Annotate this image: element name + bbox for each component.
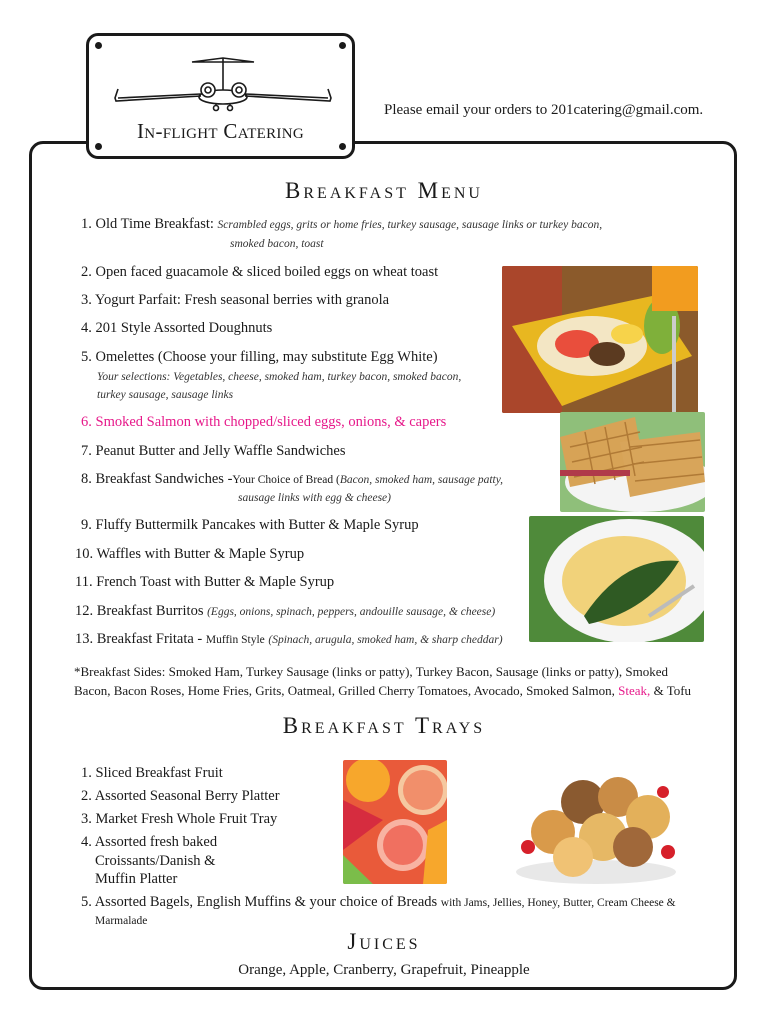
item-name: Omelettes (Choose your filling, may substitute Egg White) xyxy=(95,349,438,365)
corner-dot xyxy=(95,42,102,49)
item-number: 5. xyxy=(81,894,92,910)
item-name: Waffles with Butter & Maple Syrup xyxy=(96,546,305,562)
item-number: 11. xyxy=(75,574,93,590)
menu-item xyxy=(75,546,304,563)
sides-label: *Breakfast Sides: xyxy=(74,664,166,679)
email-line: Please email your orders to 201catering@gmail.com. xyxy=(384,102,704,118)
tray-item xyxy=(81,765,223,782)
sliced-fruit-photo xyxy=(343,760,447,884)
menu-item xyxy=(81,320,272,337)
menu-item-highlight xyxy=(81,414,446,431)
item-number: 12. xyxy=(75,603,94,619)
item-name: 201 Style Assorted Doughnuts xyxy=(95,320,273,336)
menu-item xyxy=(81,517,419,534)
item-name: Peanut Butter and Jelly Waffle Sandwiches xyxy=(95,443,346,459)
menu-item xyxy=(75,631,503,648)
omelette-photo xyxy=(529,516,704,642)
item-number: 2. xyxy=(81,264,92,280)
item-note: Your selections: Vegetables, cheese, smoked ham, turkey bacon, smoked bacon, xyxy=(97,371,462,383)
sides-highlight: Steak, xyxy=(618,683,651,698)
item-number: 3. xyxy=(81,811,92,827)
item-name: Assorted Seasonal Berry Platter xyxy=(94,788,280,804)
menu-item xyxy=(81,471,503,488)
tray-item-line2: Croissants/Danish & xyxy=(95,853,216,869)
item-note: Bacon, smoked ham, sausage patty, xyxy=(339,474,504,486)
item-name: Smoked Salmon with chopped/sliced eggs, onions, & capers xyxy=(95,414,447,430)
item-small: Your Choice of Bread ( xyxy=(232,474,340,486)
menu-item xyxy=(81,443,345,460)
item-number: 3. xyxy=(81,292,92,308)
item-number: 8. xyxy=(81,471,92,487)
item-note-line2: turkey sausage, sausage links xyxy=(97,389,234,401)
item-number: 2. xyxy=(81,788,92,804)
item-note: (Spinach, arugula, smoked ham, & sharp cheddar) xyxy=(268,634,503,646)
section-title-breakfast-menu: Breakfast Menu xyxy=(285,178,483,203)
item-number: 6. xyxy=(81,414,92,430)
juices-list: Orange, Apple, Cranberry, Grapefruit, Pineapple xyxy=(238,962,530,978)
item-name: Market Fresh Whole Fruit Tray xyxy=(95,811,278,827)
item-name: Sliced Breakfast Fruit xyxy=(95,765,223,781)
logo-box xyxy=(86,33,355,159)
item-name: Assorted Bagels, English Muffins & your choice of Breads xyxy=(94,894,438,910)
muffin-platter-photo xyxy=(503,762,689,886)
section-title-juices: Juices xyxy=(347,929,421,954)
breakfast-sides xyxy=(74,662,704,700)
item-name: Breakfast Sandwiches - xyxy=(95,471,233,487)
item-number: 4. xyxy=(81,834,92,850)
item-name: Breakfast Burritos xyxy=(96,603,204,619)
item-small: with Jams, Jellies, Honey, Butter, Cream Cheese & xyxy=(440,897,676,909)
waffle-sandwich-photo xyxy=(560,412,705,512)
item-name: French Toast with Butter & Maple Syrup xyxy=(96,574,335,590)
item-number: 13. xyxy=(75,631,94,647)
menu-item xyxy=(81,292,389,309)
airplane-icon xyxy=(106,50,336,112)
section-title-breakfast-trays: Breakfast Trays xyxy=(282,713,486,738)
item-number: 9. xyxy=(81,517,92,533)
item-number: 1. xyxy=(81,765,92,781)
menu-item xyxy=(75,603,495,620)
breakfast-wrap-photo xyxy=(502,266,698,413)
sides-text: Smoked Ham, Turkey Sausage (links or patty), Turkey Bacon, Sausage (links or patty), Smoked Bacon, Bacon Roses, Home Fries, Grits, Oatmeal, Grilled Cherry Tomatoes, Avocado, Smoked Salmon, xyxy=(74,664,668,698)
item-name: Fluffy Buttermilk Pancakes with Butter & Maple Syrup xyxy=(95,517,419,533)
sides-end: & Tofu xyxy=(653,683,692,698)
corner-dot xyxy=(339,42,346,49)
item-note-line2: smoked bacon, toast xyxy=(230,238,324,250)
item-name: Breakfast Fritata - xyxy=(96,631,203,647)
item-number: 7. xyxy=(81,443,92,459)
item-name: Open faced guacamole & sliced boiled eggs on wheat toast xyxy=(95,264,439,280)
tray-item xyxy=(81,788,280,805)
item-note-line2: sausage links with egg & cheese) xyxy=(238,492,391,504)
item-name: Assorted fresh baked xyxy=(94,834,218,850)
item-note: Scrambled eggs, grits or home fries, turkey sausage, sausage links or turkey bacon, xyxy=(217,219,603,231)
menu-item xyxy=(75,574,334,591)
tray-item-line3: Muffin Platter xyxy=(95,871,178,887)
tray-item xyxy=(81,894,676,911)
menu-item xyxy=(81,349,438,366)
item-small: Muffin Style xyxy=(205,634,265,646)
corner-dot xyxy=(339,143,346,150)
item-number: 1. xyxy=(81,216,92,232)
tray-item-line2: Marmalade xyxy=(95,915,148,927)
tray-item xyxy=(81,834,217,851)
item-name: Old Time Breakfast: xyxy=(95,216,214,232)
item-number: 5. xyxy=(81,349,92,365)
tray-item xyxy=(81,811,277,828)
item-note: (Eggs, onions, spinach, peppers, andouille sausage, & cheese) xyxy=(207,606,496,618)
item-number: 4. xyxy=(81,320,92,336)
menu-item xyxy=(81,216,602,233)
item-name: Yogurt Parfait: Fresh seasonal berries with granola xyxy=(94,292,390,308)
logo-text: In-flight Catering xyxy=(137,119,304,143)
corner-dot xyxy=(95,143,102,150)
item-number: 10. xyxy=(75,546,94,562)
menu-item xyxy=(81,264,438,281)
